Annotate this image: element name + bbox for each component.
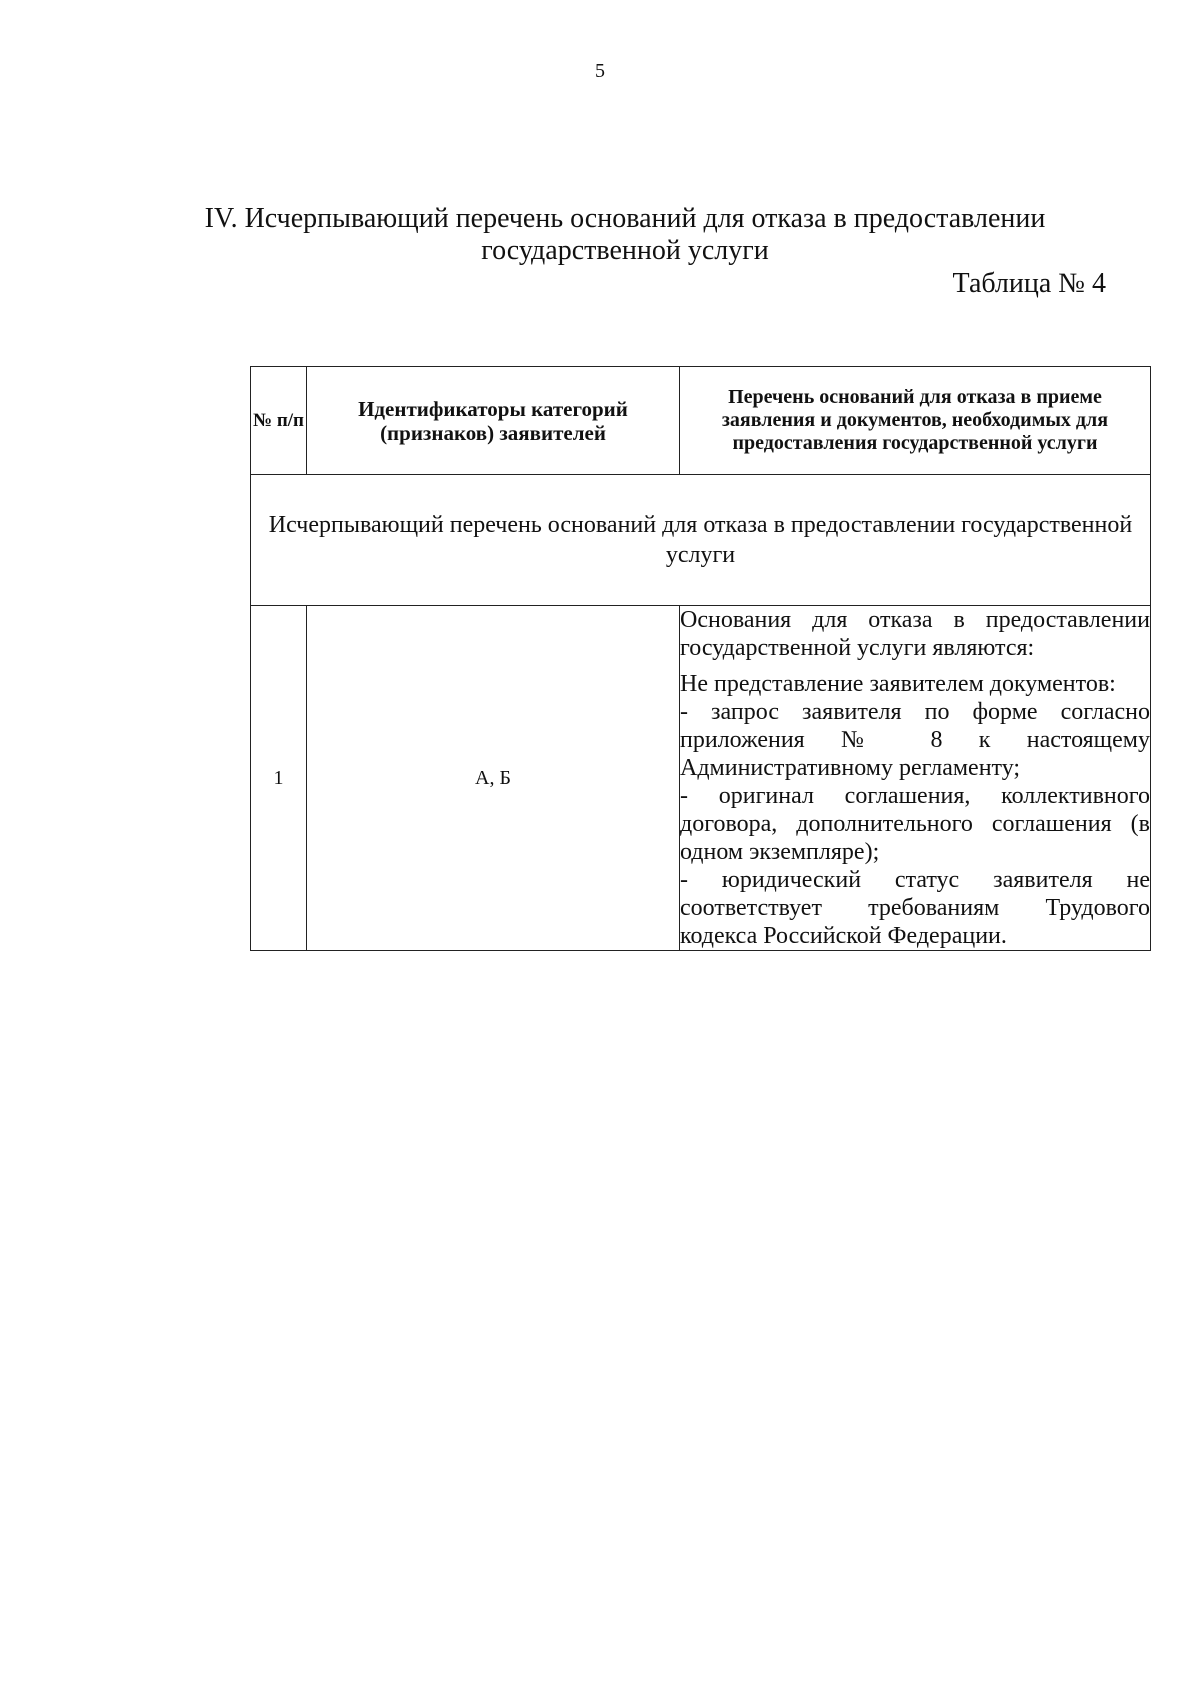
- reason-list: [680, 670, 1150, 950]
- header-identifiers: Идентификаторы категорий (признаков) заявителей: [307, 367, 680, 475]
- table-header-row: [251, 367, 1151, 475]
- table-row: [251, 606, 1151, 951]
- row-num: 1: [251, 606, 307, 951]
- section-title: [150, 203, 1100, 267]
- reason-intro: Основания для отказа в предоставлении государственной услуги являются:: [680, 607, 1150, 661]
- reason-subtitle: Не представление заявителем документов:: [680, 671, 1116, 697]
- section-row-text: Исчерпывающий перечень оснований для отказа в предоставлении государственной услуги: [251, 475, 1151, 606]
- section-title-line-2: государственной услуги: [481, 235, 769, 266]
- header-reasons: Перечень оснований для отказа в приеме заявления и документов, необходимых для предоставления государственной услуги: [680, 367, 1151, 475]
- page-number: 5: [595, 60, 605, 82]
- table-label: Таблица № 4: [952, 268, 1106, 299]
- table-section-row: [251, 475, 1151, 606]
- row-reasons: [680, 606, 1151, 951]
- reason-item: - юридический статус заявителя не соответствует требованиям Трудового кодекса Российской Федерации.: [680, 867, 1150, 949]
- refusal-grounds-table: [250, 366, 1151, 951]
- row-identifiers: А, Б: [307, 606, 680, 951]
- reason-item: - запрос заявителя по форме согласно приложения № 8 к настоящему Административному регламенту;: [680, 699, 1150, 781]
- reason-item: - оригинал соглашения, коллективного договора, дополнительного соглашения (в одном экземпляре);: [680, 783, 1150, 865]
- section-title-line-1: IV. Исчерпывающий перечень оснований для отказа в предоставлении: [204, 203, 1046, 234]
- header-num: № п/п: [251, 367, 307, 475]
